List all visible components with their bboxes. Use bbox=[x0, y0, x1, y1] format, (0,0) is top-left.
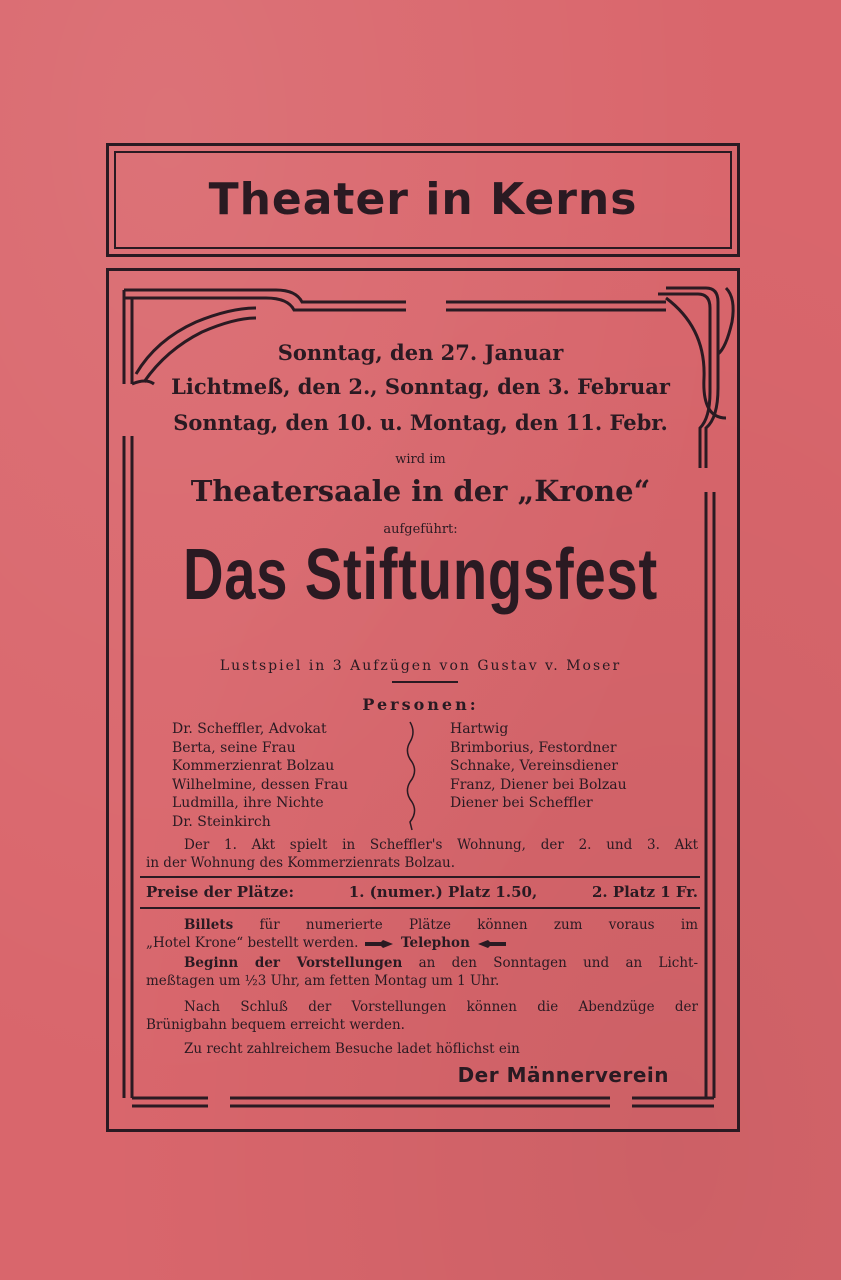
invite-text: Zu recht zahlreichem Besuche ladet höflichst ein bbox=[184, 1041, 520, 1057]
date-line-2: Lichtmeß, den 2., Sonntag, den 3. Februar bbox=[171, 374, 670, 399]
date-line-1: Sonntag, den 27. Januar bbox=[277, 340, 564, 365]
aufgefuehrt-text: aufgeführt: bbox=[383, 522, 458, 537]
wird-im-text: wird im bbox=[395, 452, 446, 467]
beginn-line-2: meßtagen um ½3 Uhr, am fetten Montag um 1 Uhr. bbox=[146, 973, 500, 989]
schluss-line-2: Brünigbahn bequem erreicht werden. bbox=[146, 1017, 405, 1033]
billets-bold: Billets bbox=[184, 917, 234, 933]
beginn-rest: an den Sonntagen und an Licht- bbox=[418, 955, 699, 971]
cast-list-left bbox=[172, 720, 348, 831]
akt-line-1: Der 1. Akt spielt in Scheffler's Wohnung, der 2. und 3. Akt bbox=[184, 837, 698, 853]
poster-header-title: Theater in Kerns bbox=[208, 174, 638, 225]
price-second: 2. Platz 1 Fr. bbox=[591, 883, 698, 901]
play-subtitle: Lustspiel in 3 Aufzügen von Gustav v. Moser bbox=[219, 658, 622, 674]
schluss-line-1: Nach Schluß der Vorstellungen können die Abendzüge der bbox=[184, 999, 698, 1015]
billets-line-1 bbox=[146, 916, 698, 934]
beginn-paragraph bbox=[146, 954, 698, 990]
subtitle-divider bbox=[392, 681, 458, 683]
billets-paragraph bbox=[146, 916, 698, 952]
beginn-bold: Beginn der Vorstellungen bbox=[184, 955, 403, 971]
cast-member: Wilhelmine, dessen Frau bbox=[172, 776, 348, 793]
cast-member: Brimborius, Festordner bbox=[450, 739, 617, 756]
telephon-label: Telephon bbox=[401, 935, 470, 951]
prices-label: Preise der Plätze: bbox=[146, 883, 295, 901]
schluss-paragraph bbox=[146, 998, 698, 1034]
prices-row bbox=[146, 883, 698, 901]
prices-bottom-rule bbox=[140, 907, 700, 909]
akt-line-2: in der Wohnung des Kommerzienrats Bolzau. bbox=[146, 855, 455, 871]
price-first: 1. (numer.) Platz 1.50, bbox=[348, 883, 538, 901]
title-box bbox=[106, 143, 740, 257]
play-title: Das Stiftungsfest bbox=[182, 535, 659, 615]
pointing-hand-right-icon bbox=[363, 938, 397, 950]
prices-top-rule bbox=[140, 876, 700, 878]
cast-member: Schnake, Vereinsdiener bbox=[450, 758, 618, 774]
date-line-3: Sonntag, den 10. u. Montag, den 11. Febr. bbox=[173, 410, 668, 435]
billets-line-2-text: „Hotel Krone“ bestellt werden. bbox=[146, 935, 359, 951]
cast-member: Hartwig bbox=[450, 721, 509, 737]
cast-member: Ludmilla, ihre Nichte bbox=[172, 795, 324, 811]
cast-brace-divider bbox=[404, 720, 420, 832]
organizer-name: Der Männerverein bbox=[457, 1063, 669, 1087]
personen-heading: Personen: bbox=[362, 695, 479, 714]
invite-paragraph bbox=[146, 1040, 698, 1058]
cast-member: Berta, seine Frau bbox=[172, 739, 296, 756]
billets-rest: für numerierte Plätze können zum voraus im bbox=[259, 917, 698, 933]
billets-line-2 bbox=[146, 934, 698, 952]
cast-member: Diener bei Scheffler bbox=[450, 795, 593, 811]
cast-member: Dr. Scheffler, Advokat bbox=[172, 721, 327, 737]
venue-title: Theatersaale in der „Krone“ bbox=[190, 474, 651, 508]
cast-list-right bbox=[450, 720, 627, 813]
cast-member: Franz, Diener bei Bolzau bbox=[450, 776, 627, 793]
cast-member: Kommerzienrat Bolzau bbox=[172, 758, 335, 774]
beginn-line-1 bbox=[146, 954, 698, 972]
cast-member: Dr. Steinkirch bbox=[172, 813, 271, 830]
pointing-hand-left-icon bbox=[474, 938, 508, 950]
akt-paragraph bbox=[146, 836, 698, 872]
